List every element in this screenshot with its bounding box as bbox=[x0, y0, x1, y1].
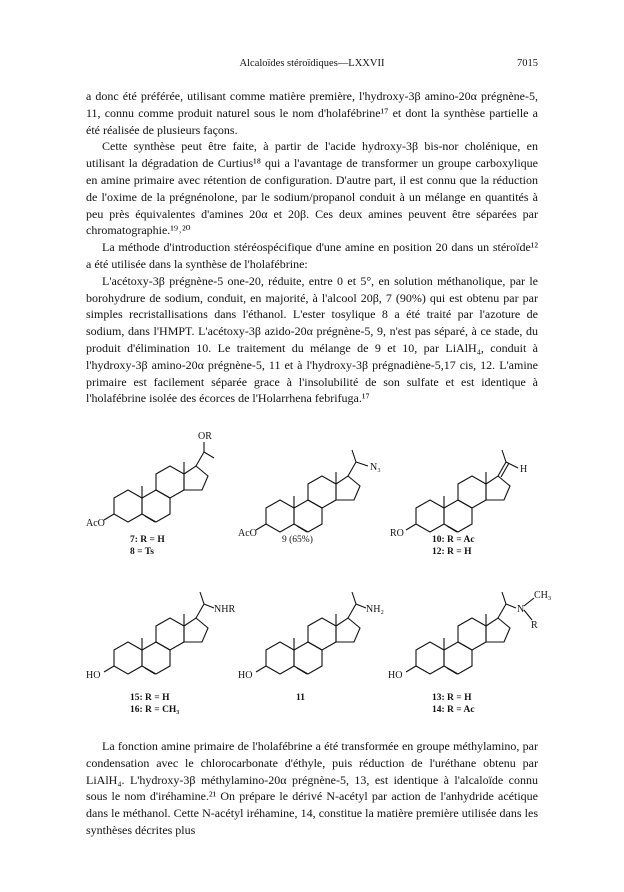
substituent-label: R bbox=[531, 620, 538, 631]
compound-caption: 11 bbox=[296, 693, 305, 703]
substituent-label: HO bbox=[238, 670, 253, 681]
substituent-label: N₃ bbox=[370, 462, 381, 473]
body-text-top bbox=[86, 88, 538, 407]
compound-caption: 12: R = H bbox=[432, 547, 472, 557]
substituent-label: NH₂ bbox=[366, 604, 384, 615]
structure-13-14 bbox=[388, 590, 551, 681]
compound-caption: 15: R = H bbox=[130, 693, 170, 703]
running-head bbox=[0, 58, 624, 74]
substituent-label: AcO bbox=[238, 528, 257, 539]
substituent-label: HO bbox=[388, 670, 403, 681]
structure-7-8 bbox=[86, 431, 214, 529]
running-title: Alcaloïdes stéroïdiques—LXXVII bbox=[239, 58, 385, 69]
paragraph: La méthode d'introduction stéréospécifique d'une amine en position 20 dans un stéroïde¹² a été utilisée dans la synthèse de l'holafébrine: bbox=[86, 240, 538, 271]
substituent-label: NHR bbox=[214, 604, 236, 615]
compound-caption: 10: R = Ac bbox=[432, 535, 475, 545]
substituent-label: AcO bbox=[86, 518, 105, 529]
substituent-label: RO bbox=[390, 528, 404, 539]
substituent-label: N bbox=[517, 604, 525, 615]
compound-caption: 9 (65%) bbox=[282, 535, 313, 545]
structure-9 bbox=[238, 450, 381, 539]
substituent-label: CH₃ bbox=[534, 590, 552, 601]
structure-15-16 bbox=[86, 592, 235, 681]
compound-caption: 16: R = CH₃ bbox=[130, 705, 180, 715]
paragraph: L'acétoxy-3β prégnène-5 one-20, réduite, entre 0 et 5°, en solution méthanolique, par le borohydrure de sodium, conduit, en majorité, à l'alcool 20β, 7 (90%) qui est obtenu par par simples recristallisations dans l'éthanol. L'ester tosylique 8 a été traité par l'azoture de sodium, dans l'HMPT. L'acétoxy-3β azido-20α prégnène-5, 9, n'est pas séparé, à ce stade, du produit d'élimination 10. Le traitement du mélange de 9 et 10, par LiAlH₄, conduit à l'hydroxy-3β amino-20α prégnène-5, 11 et à l'hydroxy-3β prégnadiène-5,17 cis, 12. L'amine primaire est facilement séparée grace à l'insolubilité de son sulfate et est identique à l'holafébrine isolée des écorces de l'Holarrhena febrifuga.¹⁷ bbox=[86, 273, 538, 406]
compound-caption: 14: R = Ac bbox=[432, 705, 475, 715]
structure-scheme bbox=[86, 431, 552, 722]
substituent-label: HO bbox=[86, 670, 101, 681]
compound-caption: 13: R = H bbox=[432, 693, 472, 703]
paragraph: Cette synthèse peut être faite, à partir de l'acide hydroxy-3β bis-nor cholénique, en utilisant la dégradation de Curtius¹⁸ qui a l'avantage de transformer un groupe carboxylique en amine primaire avec rétention de configuration. D'autre part, il est connu que la réduction de l'oxime de la prégnénolone, par le sodium/propanol conduit à un mélange en quantités à peu près équivalentes d'amines 20α et 20β. Ces deux amines peuvent être séparées par chromatographie.¹⁹˒²⁰ bbox=[86, 139, 538, 238]
compound-caption: 7: R = H bbox=[130, 535, 165, 545]
paragraph: La fonction amine primaire de l'holafébrine a été transformée en groupe méthylamino, par condensation avec le chlorocarbonate d'éthyle, puis réduction de l'uréthane obtenu par LiAlH₄. L'hydroxy-3β méthylamino-20α prégnène-5, 13, est identique à l'alcaloïde connu sous le nom d'iréhamine.²¹ On prépare le dérivé N-acétyl par action de l'anhydride acétique dans le méthanol. Cette N-acétyl iréhamine, 14, constitue la matière première utilisée dans les synthèses décrites plus bbox=[86, 739, 538, 837]
substituent-label: H bbox=[520, 464, 528, 475]
structure-11 bbox=[238, 592, 384, 681]
body-text-bottom bbox=[86, 738, 538, 839]
substituent-label: OR bbox=[198, 431, 212, 442]
compound-caption: 8 = Ts bbox=[130, 547, 154, 557]
paragraph: a donc été préférée, utilisant comme matière première, l'hydroxy-3β amino-20α prégnène-5, 11, connu comme produit naturel sous le nom d'holafébrine¹⁷ et dont la synthèse partielle a été réalisée de plusieurs façons. bbox=[86, 89, 538, 137]
structure-10-12 bbox=[390, 450, 527, 539]
page-number: 7015 bbox=[517, 58, 538, 69]
